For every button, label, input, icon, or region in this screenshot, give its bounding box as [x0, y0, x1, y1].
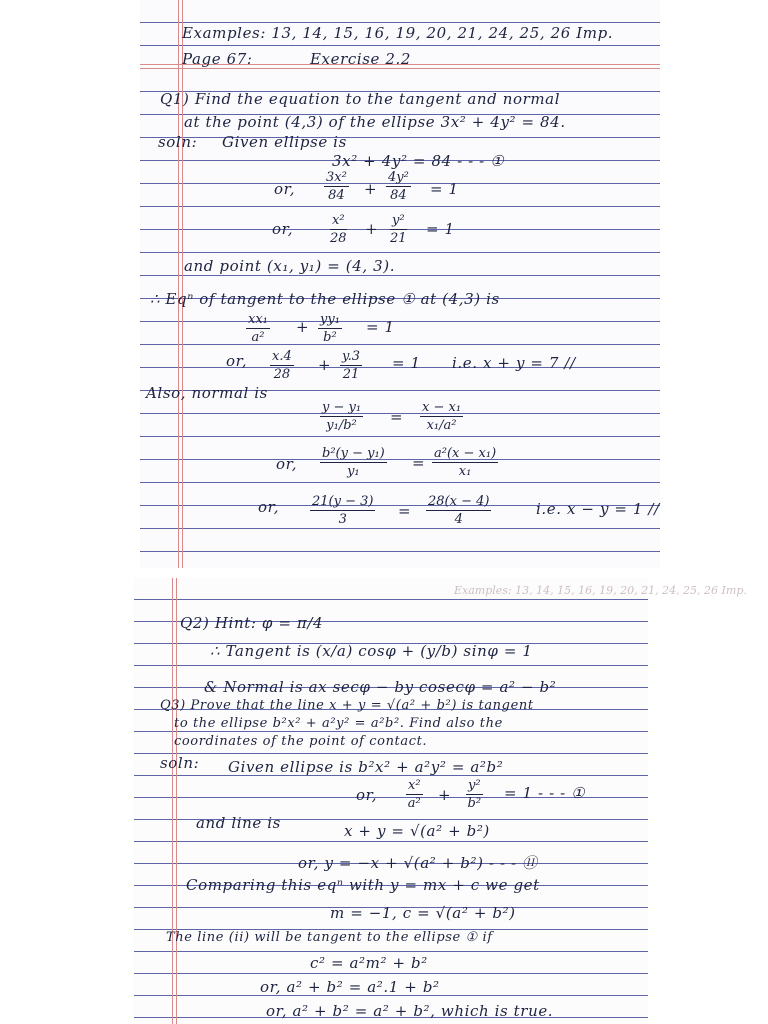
and-line: and line is: [196, 814, 281, 832]
fraction-denominator: 21: [390, 231, 407, 246]
fraction-denominator: y₁/b²: [326, 418, 357, 433]
fraction-numerator: x²: [332, 213, 345, 228]
fraction-numerator: a²(x − x₁): [434, 446, 497, 461]
fraction: [466, 778, 483, 811]
q1-line-1: Q1) Find the equation to the tangent and normal: [160, 90, 561, 108]
comparing-text: Comparing this eqⁿ with y = mx + c we get: [186, 876, 540, 894]
fraction: [386, 170, 411, 203]
fraction-numerator: y − y₁: [322, 400, 362, 415]
or-label: or,: [356, 786, 378, 804]
fraction-denominator: y₁: [347, 464, 360, 479]
or-label: or,: [226, 352, 248, 370]
fraction: [318, 312, 342, 345]
line-equation: x + y = √(a² + b²): [344, 822, 490, 840]
fraction-denominator: 28: [330, 231, 347, 246]
given-ellipse: Given ellipse is: [222, 133, 347, 151]
fraction: [340, 349, 362, 382]
normal-result: i.e. x − y = 1 //: [536, 500, 660, 518]
fraction-numerator: y²: [392, 213, 405, 228]
fraction: [406, 778, 423, 811]
header-page: Page 67:: [182, 50, 253, 68]
also-normal: Also, normal is: [146, 384, 268, 402]
fraction: [320, 446, 387, 479]
line-rearranged: or, y = −x + √(a² + b²) - - - ⑪: [298, 854, 538, 872]
fraction-numerator: y²: [468, 778, 481, 793]
or-label: or,: [272, 220, 294, 238]
equals-one: = 1: [430, 180, 459, 198]
m-c-values: m = −1, c = √(a² + b²): [330, 904, 516, 922]
notebook-page-top: [140, 0, 660, 568]
tangent-condition: The line (ii) will be tangent to the ellipse ① if: [166, 930, 493, 945]
fraction-numerator: 21(y − 3): [312, 494, 374, 509]
fraction-denominator: 84: [390, 188, 407, 203]
bleed-through-text: Examples: 13, 14, 15, 16, 19, 20, 21, 24, 25, 26 Imp.: [454, 584, 747, 597]
fraction-denominator: b²: [467, 796, 482, 811]
fraction-denominator: b²: [323, 330, 337, 345]
equals-one: = 1: [366, 318, 395, 336]
equals-sign: =: [390, 408, 404, 426]
fraction: [324, 170, 349, 203]
q2-tangent: ∴ Tangent is (x/a) cosφ + (y/b) sinφ = 1: [210, 642, 533, 660]
q1-line-2: at the point (4,3) of the ellipse 3x² + 4y² = 84.: [184, 113, 566, 131]
fraction-denominator: x₁/a²: [426, 418, 457, 433]
fraction-denominator: 4: [454, 512, 463, 527]
notebook-page-bottom: [134, 578, 747, 1024]
equals-one: = 1 - - - ①: [504, 784, 586, 802]
soln-label: soln:: [160, 754, 200, 772]
fraction-numerator: 3x²: [326, 170, 347, 185]
equals-sign: =: [412, 454, 426, 472]
equals-one: = 1: [392, 354, 421, 372]
fraction-numerator: y.3: [342, 349, 361, 364]
q3-line-3: coordinates of the point of contact.: [174, 734, 428, 749]
fraction: [270, 349, 294, 382]
fraction-denominator: a²: [407, 796, 421, 811]
condition-equation: c² = a²m² + b²: [310, 954, 428, 972]
condition-step-2: or, a² + b² = a² + b², which is true.: [266, 1002, 554, 1020]
condition-step-1: or, a² + b² = a².1 + b²: [260, 978, 440, 996]
q3-line-2: to the ellipse b²x² + a²y² = a²b². Find also the: [174, 716, 503, 731]
fraction: [330, 213, 347, 246]
plus-sign: +: [318, 356, 332, 374]
equals-sign: =: [398, 502, 412, 520]
fraction-denominator: a²: [251, 330, 265, 345]
tangent-intro: ∴ Eqⁿ of tangent to the ellipse ① at (4,3) is: [150, 290, 500, 308]
margin-line: [182, 0, 183, 568]
fraction-numerator: b²(y − y₁): [322, 446, 385, 461]
q2-hint: Q2) Hint: φ = π/4: [180, 614, 324, 632]
fraction: [426, 494, 491, 527]
equals-one: = 1: [426, 220, 455, 238]
fraction: [420, 400, 463, 433]
fraction-denominator: 21: [342, 367, 360, 382]
or-label: or,: [276, 455, 298, 473]
fraction-numerator: yy₁: [320, 312, 340, 327]
fraction-numerator: 4y²: [388, 170, 409, 185]
fraction-numerator: xx₁: [248, 312, 268, 327]
fraction: [246, 312, 270, 345]
margin-line: [178, 0, 179, 568]
fraction-denominator: 3: [338, 512, 347, 527]
plus-sign: +: [364, 180, 378, 198]
q3-line-1: Q3) Prove that the line x + y = √(a² + b²) is tangent: [160, 698, 534, 713]
fraction-numerator: 28(x − 4): [428, 494, 490, 509]
plus-sign: +: [438, 786, 452, 804]
soln-label: soln:: [158, 133, 198, 151]
q2-normal: & Normal is ax secφ − by cosecφ = a² − b²: [204, 678, 557, 696]
fraction: [390, 213, 407, 246]
given-ellipse: Given ellipse is b²x² + a²y² = a²b²: [228, 758, 504, 776]
fraction: [310, 494, 375, 527]
header-examples: Examples: 13, 14, 15, 16, 19, 20, 21, 24, 25, 26 Imp.: [182, 24, 614, 42]
margin-line: [172, 578, 173, 1024]
fraction-numerator: x − x₁: [422, 400, 462, 415]
fraction-denominator: 28: [273, 367, 291, 382]
header-rule: [140, 68, 660, 69]
fraction-numerator: x.4: [272, 349, 292, 364]
fraction: [432, 446, 498, 479]
and-point: and point (x₁, y₁) = (4, 3).: [184, 257, 396, 275]
or-label: or,: [258, 498, 280, 516]
plus-sign: +: [365, 220, 379, 238]
or-label: or,: [274, 180, 296, 198]
margin-line: [176, 578, 177, 1024]
header-exercise: Exercise 2.2: [310, 50, 412, 68]
fraction: [320, 400, 363, 433]
fraction-denominator: x₁: [458, 464, 472, 479]
plus-sign: +: [296, 318, 310, 336]
fraction-denominator: 84: [328, 188, 345, 203]
fraction-numerator: x²: [408, 778, 421, 793]
equation-1: 3x² + 4y² = 84 - - - ①: [332, 152, 505, 170]
tangent-result: i.e. x + y = 7 //: [452, 354, 576, 372]
